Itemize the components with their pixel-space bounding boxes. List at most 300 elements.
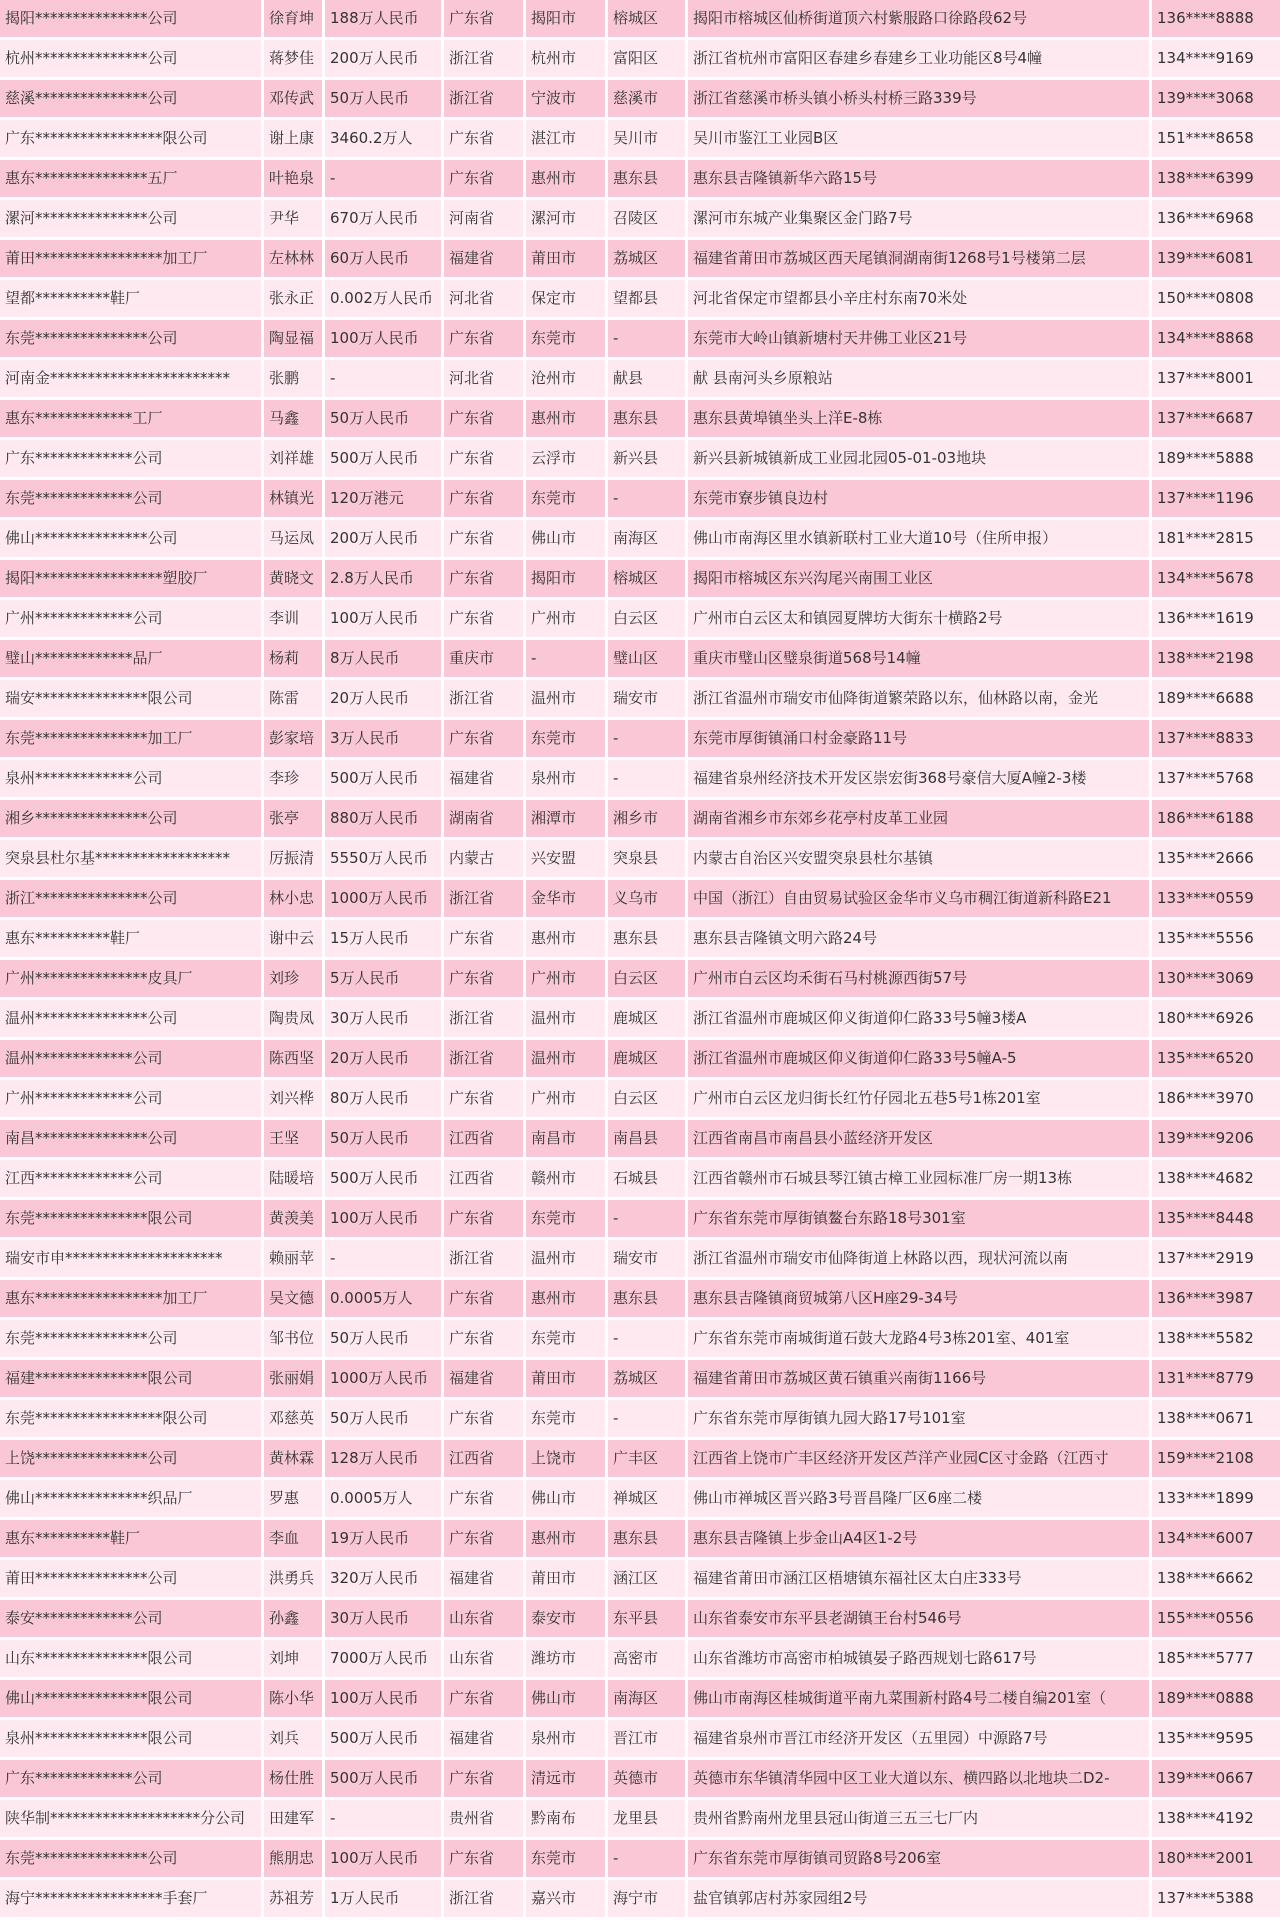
province-cell: 浙江省 [444, 80, 523, 117]
phone-cell: 138****6662 [1152, 1560, 1280, 1597]
city-cell: 兴安盟 [526, 840, 605, 877]
table-row [0, 120, 1280, 157]
phone-cell: 138****5582 [1152, 1320, 1280, 1357]
registered-capital-cell: 60万人民币 [325, 240, 441, 277]
province-cell: 广东省 [444, 1840, 523, 1877]
district-cell: 慈溪市 [608, 80, 685, 117]
phone-cell: 189****6688 [1152, 680, 1280, 717]
table-row [0, 960, 1280, 997]
province-cell: 广东省 [444, 600, 523, 637]
address-cell: 浙江省杭州市富阳区春建乡春建乡工业功能区8号4幢 [688, 40, 1149, 77]
phone-cell: 186****3970 [1152, 1080, 1280, 1117]
city-cell: 东莞市 [526, 1840, 605, 1877]
registered-capital-cell: 1万人民币 [325, 1880, 441, 1917]
legal-person-cell: 陶贵凤 [264, 1000, 322, 1037]
registered-capital-cell: 15万人民币 [325, 920, 441, 957]
registered-capital-cell: 670万人民币 [325, 200, 441, 237]
registered-capital-cell: 3万人民币 [325, 720, 441, 757]
legal-person-cell: 洪勇兵 [264, 1560, 322, 1597]
city-cell: 泉州市 [526, 1720, 605, 1757]
table-row [0, 1200, 1280, 1237]
city-cell: 惠州市 [526, 920, 605, 957]
legal-person-cell: 左林林 [264, 240, 322, 277]
phone-cell: 186****6188 [1152, 800, 1280, 837]
company-name-cell: 佛山***************公司 [0, 520, 261, 557]
province-cell: 福建省 [444, 760, 523, 797]
company-name-cell: 广东*************公司 [0, 440, 261, 477]
legal-person-cell: 王坚 [264, 1120, 322, 1157]
address-cell: 广州市白云区太和镇园夏牌坊大街东十横路2号 [688, 600, 1149, 637]
registered-capital-cell: 8万人民币 [325, 640, 441, 677]
phone-cell: 133****1899 [1152, 1480, 1280, 1517]
phone-cell: 137****5388 [1152, 1880, 1280, 1917]
address-cell: 广州市白云区龙归街长红竹仔园北五巷5号1栋201室 [688, 1080, 1149, 1117]
table-row [0, 200, 1280, 237]
registered-capital-cell: 1000万人民币 [325, 1360, 441, 1397]
province-cell: 广东省 [444, 520, 523, 557]
city-cell: 泉州市 [526, 760, 605, 797]
legal-person-cell: 尹华 [264, 200, 322, 237]
legal-person-cell: 刘兵 [264, 1720, 322, 1757]
city-cell: 东莞市 [526, 320, 605, 357]
table-row [0, 1560, 1280, 1597]
province-cell: 福建省 [444, 1720, 523, 1757]
legal-person-cell: 刘兴桦 [264, 1080, 322, 1117]
table-row [0, 320, 1280, 357]
address-cell: 湖南省湘乡市东郊乡花亭村皮革工业园 [688, 800, 1149, 837]
table-row [0, 240, 1280, 277]
address-cell: 浙江省温州市鹿城区仰义街道仰仁路33号5幢3楼A [688, 1000, 1149, 1037]
address-cell: 东莞市大岭山镇新塘村天井佛工业区21号 [688, 320, 1149, 357]
district-cell: - [608, 1400, 685, 1437]
city-cell: 莆田市 [526, 240, 605, 277]
address-cell: 广东省东莞市厚街镇司贸路8号206室 [688, 1840, 1149, 1877]
city-cell: 南昌市 [526, 1120, 605, 1157]
company-name-cell: 江西*************公司 [0, 1160, 261, 1197]
company-name-cell: 东莞***************限公司 [0, 1200, 261, 1237]
legal-person-cell: 吴文德 [264, 1280, 322, 1317]
table-row [0, 600, 1280, 637]
address-cell: 福建省泉州市晋江市经济开发区（五里园）中源路7号 [688, 1720, 1149, 1757]
company-name-cell: 河南金************************ [0, 360, 261, 397]
district-cell: 荔城区 [608, 1360, 685, 1397]
district-cell: 南海区 [608, 520, 685, 557]
province-cell: 重庆市 [444, 640, 523, 677]
province-cell: 广东省 [444, 120, 523, 157]
legal-person-cell: 林镇光 [264, 480, 322, 517]
registered-capital-cell: 7000万人民币 [325, 1640, 441, 1677]
district-cell: 惠东县 [608, 400, 685, 437]
table-row [0, 280, 1280, 317]
table-row [0, 1000, 1280, 1037]
table-row [0, 1520, 1280, 1557]
registered-capital-cell: 500万人民币 [325, 1760, 441, 1797]
district-cell: 突泉县 [608, 840, 685, 877]
address-cell: 佛山市南海区桂城街道平南九菜围新村路4号二楼自编201室（ [688, 1680, 1149, 1717]
address-cell: 揭阳市榕城区东兴沟尾兴南围工业区 [688, 560, 1149, 597]
registered-capital-cell: 50万人民币 [325, 1320, 441, 1357]
phone-cell: 138****0671 [1152, 1400, 1280, 1437]
table-row [0, 440, 1280, 477]
company-name-cell: 望都**********鞋厂 [0, 280, 261, 317]
province-cell: 河南省 [444, 200, 523, 237]
table-row [0, 1640, 1280, 1677]
district-cell: 望都县 [608, 280, 685, 317]
district-cell: 新兴县 [608, 440, 685, 477]
address-cell: 江西省上饶市广丰区经济开发区芦洋产业园C区寸金路（江西寸 [688, 1440, 1149, 1477]
company-name-cell: 海宁*****************手套厂 [0, 1880, 261, 1917]
registered-capital-cell: 100万人民币 [325, 320, 441, 357]
legal-person-cell: 叶艳泉 [264, 160, 322, 197]
registered-capital-cell: 5万人民币 [325, 960, 441, 997]
province-cell: 福建省 [444, 1360, 523, 1397]
district-cell: 惠东县 [608, 160, 685, 197]
company-name-cell: 揭阳***************公司 [0, 0, 261, 37]
legal-person-cell: 邓传武 [264, 80, 322, 117]
legal-person-cell: 张亭 [264, 800, 322, 837]
city-cell: 莆田市 [526, 1560, 605, 1597]
table-row [0, 920, 1280, 957]
province-cell: 广东省 [444, 720, 523, 757]
company-name-cell: 佛山***************限公司 [0, 1680, 261, 1717]
company-name-cell: 湘乡***************公司 [0, 800, 261, 837]
address-cell: 惠东县吉隆镇文明六路24号 [688, 920, 1149, 957]
registered-capital-cell: 50万人民币 [325, 80, 441, 117]
phone-cell: 185****5777 [1152, 1640, 1280, 1677]
district-cell: 涵江区 [608, 1560, 685, 1597]
table-row [0, 1240, 1280, 1277]
phone-cell: 150****0808 [1152, 280, 1280, 317]
table-row [0, 560, 1280, 597]
registered-capital-cell: 200万人民币 [325, 520, 441, 557]
table-row [0, 1720, 1280, 1757]
address-cell: 惠东县吉隆镇商贸城第八区H座29-34号 [688, 1280, 1149, 1317]
city-cell: 金华市 [526, 880, 605, 917]
table-row [0, 1320, 1280, 1357]
province-cell: 广东省 [444, 1480, 523, 1517]
phone-cell: 138****4192 [1152, 1800, 1280, 1837]
legal-person-cell: 熊朋忠 [264, 1840, 322, 1877]
province-cell: 湖南省 [444, 800, 523, 837]
table-row [0, 1480, 1280, 1517]
address-cell: 东莞市厚街镇涌口村金豪路11号 [688, 720, 1149, 757]
city-cell: 沧州市 [526, 360, 605, 397]
district-cell: 惠东县 [608, 920, 685, 957]
phone-cell: 130****3069 [1152, 960, 1280, 997]
district-cell: - [608, 1840, 685, 1877]
city-cell: 宁波市 [526, 80, 605, 117]
city-cell: 杭州市 [526, 40, 605, 77]
address-cell: 惠东县吉隆镇上步金山A4区1-2号 [688, 1520, 1149, 1557]
city-cell: 漯河市 [526, 200, 605, 237]
city-cell: 东莞市 [526, 1400, 605, 1437]
company-name-cell: 上饶***************公司 [0, 1440, 261, 1477]
registered-capital-cell: 320万人民币 [325, 1560, 441, 1597]
registered-capital-cell: 0.002万人民币 [325, 280, 441, 317]
phone-cell: 137****2919 [1152, 1240, 1280, 1277]
company-name-cell: 广东*************公司 [0, 1760, 261, 1797]
company-name-cell: 东莞*****************限公司 [0, 1400, 261, 1437]
legal-person-cell: 张丽娟 [264, 1360, 322, 1397]
province-cell: 广东省 [444, 1680, 523, 1717]
company-name-cell: 莆田*****************加工厂 [0, 240, 261, 277]
province-cell: 广东省 [444, 0, 523, 37]
address-cell: 揭阳市榕城区仙桥街道顶六村紫服路口徐路段62号 [688, 0, 1149, 37]
legal-person-cell: 罗惠 [264, 1480, 322, 1517]
province-cell: 浙江省 [444, 880, 523, 917]
city-cell: 湘潭市 [526, 800, 605, 837]
phone-cell: 180****6926 [1152, 1000, 1280, 1037]
address-cell: 浙江省慈溪市桥头镇小桥头村桥三路339号 [688, 80, 1149, 117]
address-cell: 福建省莆田市荔城区黄石镇重兴南街1166号 [688, 1360, 1149, 1397]
province-cell: 浙江省 [444, 1040, 523, 1077]
registered-capital-cell: 2.8万人民币 [325, 560, 441, 597]
city-cell: 黔南布 [526, 1800, 605, 1837]
phone-cell: 139****3068 [1152, 80, 1280, 117]
phone-cell: 136****8888 [1152, 0, 1280, 37]
registered-capital-cell: 880万人民币 [325, 800, 441, 837]
registered-capital-cell: - [325, 1800, 441, 1837]
province-cell: 广东省 [444, 400, 523, 437]
city-cell: 嘉兴市 [526, 1880, 605, 1917]
table-row [0, 1400, 1280, 1437]
address-cell: 新兴县新城镇新成工业园北园05-01-03地块 [688, 440, 1149, 477]
province-cell: 山东省 [444, 1640, 523, 1677]
city-cell: 温州市 [526, 1240, 605, 1277]
registered-capital-cell: 30万人民币 [325, 1000, 441, 1037]
district-cell: 惠东县 [608, 1520, 685, 1557]
table-row [0, 1680, 1280, 1717]
table-row [0, 80, 1280, 117]
district-cell: 吴川市 [608, 120, 685, 157]
company-name-cell: 惠东***************五厂 [0, 160, 261, 197]
table-row [0, 0, 1280, 37]
legal-person-cell: 张永正 [264, 280, 322, 317]
province-cell: 浙江省 [444, 1240, 523, 1277]
address-cell: 献 县南河头乡原粮站 [688, 360, 1149, 397]
district-cell: 白云区 [608, 600, 685, 637]
phone-cell: 139****0667 [1152, 1760, 1280, 1797]
company-name-cell: 惠东*****************加工厂 [0, 1280, 261, 1317]
phone-cell: 134****8868 [1152, 320, 1280, 357]
company-name-cell: 浙江***************公司 [0, 880, 261, 917]
legal-person-cell: 马鑫 [264, 400, 322, 437]
phone-cell: 138****2198 [1152, 640, 1280, 677]
table-row [0, 640, 1280, 677]
table-row [0, 1440, 1280, 1477]
city-cell: 东莞市 [526, 480, 605, 517]
province-cell: 河北省 [444, 280, 523, 317]
phone-cell: 137****8833 [1152, 720, 1280, 757]
address-cell: 佛山市禅城区晋兴路3号晋昌隆厂区6座二楼 [688, 1480, 1149, 1517]
company-name-cell: 惠东**********鞋厂 [0, 920, 261, 957]
city-cell: 清远市 [526, 1760, 605, 1797]
address-cell: 福建省莆田市涵江区梧塘镇东福社区太白庄333号 [688, 1560, 1149, 1597]
table-row [0, 1880, 1280, 1917]
table-row [0, 880, 1280, 917]
city-cell: 赣州市 [526, 1160, 605, 1197]
table-row [0, 1800, 1280, 1837]
registered-capital-cell: - [325, 160, 441, 197]
phone-cell: 134****6007 [1152, 1520, 1280, 1557]
province-cell: 广东省 [444, 920, 523, 957]
province-cell: 广东省 [444, 1520, 523, 1557]
company-name-cell: 东莞***************加工厂 [0, 720, 261, 757]
company-name-cell: 广东*****************限公司 [0, 120, 261, 157]
legal-person-cell: 黄羡美 [264, 1200, 322, 1237]
legal-person-cell: 李训 [264, 600, 322, 637]
address-cell: 山东省潍坊市高密市柏城镇晏子路西规划七路617号 [688, 1640, 1149, 1677]
province-cell: 福建省 [444, 240, 523, 277]
phone-cell: 135****5556 [1152, 920, 1280, 957]
legal-person-cell: 马运凤 [264, 520, 322, 557]
registered-capital-cell: 100万人民币 [325, 1680, 441, 1717]
company-name-cell: 温州***************公司 [0, 1000, 261, 1037]
company-name-cell: 突泉县杜尔基****************** [0, 840, 261, 877]
legal-person-cell: 陈小华 [264, 1680, 322, 1717]
company-name-cell: 广州*************公司 [0, 1080, 261, 1117]
phone-cell: 189****0888 [1152, 1680, 1280, 1717]
province-cell: 广东省 [444, 560, 523, 597]
registered-capital-cell: 20万人民币 [325, 1040, 441, 1077]
province-cell: 广东省 [444, 1200, 523, 1237]
city-cell: 揭阳市 [526, 0, 605, 37]
legal-person-cell: 彭家培 [264, 720, 322, 757]
table-row [0, 1600, 1280, 1637]
city-cell: 佛山市 [526, 520, 605, 557]
address-cell: 东莞市寮步镇良边村 [688, 480, 1149, 517]
registered-capital-cell: 0.0005万人 [325, 1480, 441, 1517]
province-cell: 江西省 [444, 1120, 523, 1157]
table-row [0, 840, 1280, 877]
company-name-cell: 福建***************限公司 [0, 1360, 261, 1397]
legal-person-cell: 谢中云 [264, 920, 322, 957]
phone-cell: 136****6968 [1152, 200, 1280, 237]
legal-person-cell: 陶显福 [264, 320, 322, 357]
table-row [0, 720, 1280, 757]
legal-person-cell: 李血 [264, 1520, 322, 1557]
district-cell: 献县 [608, 360, 685, 397]
table-row [0, 160, 1280, 197]
district-cell: - [608, 720, 685, 757]
province-cell: 浙江省 [444, 40, 523, 77]
table-row [0, 1760, 1280, 1797]
phone-cell: 138****4682 [1152, 1160, 1280, 1197]
registered-capital-cell: 50万人民币 [325, 1120, 441, 1157]
phone-cell: 137****1196 [1152, 480, 1280, 517]
address-cell: 山东省泰安市东平县老湖镇王台村546号 [688, 1600, 1149, 1637]
company-name-cell: 泰安*************公司 [0, 1600, 261, 1637]
address-cell: 漯河市东城产业集聚区金门路7号 [688, 200, 1149, 237]
city-cell: 莆田市 [526, 1360, 605, 1397]
company-name-cell: 慈溪***************公司 [0, 80, 261, 117]
registered-capital-cell: 0.0005万人 [325, 1280, 441, 1317]
district-cell: 榕城区 [608, 560, 685, 597]
province-cell: 广东省 [444, 480, 523, 517]
district-cell: 召陵区 [608, 200, 685, 237]
province-cell: 河北省 [444, 360, 523, 397]
phone-cell: 137****5768 [1152, 760, 1280, 797]
province-cell: 贵州省 [444, 1800, 523, 1837]
address-cell: 内蒙古自治区兴安盟突泉县杜尔基镇 [688, 840, 1149, 877]
district-cell: - [608, 1320, 685, 1357]
phone-cell: 155****0556 [1152, 1600, 1280, 1637]
legal-person-cell: 孙鑫 [264, 1600, 322, 1637]
table-row [0, 1360, 1280, 1397]
district-cell: 瑞安市 [608, 680, 685, 717]
district-cell: 瑞安市 [608, 1240, 685, 1277]
city-cell: 温州市 [526, 1000, 605, 1037]
address-cell: 惠东县黄埠镇坐头上洋E-8栋 [688, 400, 1149, 437]
legal-person-cell: 田建军 [264, 1800, 322, 1837]
table-row [0, 1120, 1280, 1157]
registered-capital-cell: 500万人民币 [325, 1720, 441, 1757]
company-name-cell: 东莞*************公司 [0, 480, 261, 517]
district-cell: 富阳区 [608, 40, 685, 77]
company-name-cell: 陕华制********************分公司 [0, 1800, 261, 1837]
phone-cell: 139****9206 [1152, 1120, 1280, 1157]
address-cell: 中国（浙江）自由贸易试验区金华市义乌市稠江街道新科路E21 [688, 880, 1149, 917]
address-cell: 盐官镇郭店村苏家园组2号 [688, 1880, 1149, 1917]
table-row [0, 800, 1280, 837]
city-cell: 惠州市 [526, 1280, 605, 1317]
district-cell: 白云区 [608, 1080, 685, 1117]
district-cell: 鹿城区 [608, 1000, 685, 1037]
province-cell: 广东省 [444, 1760, 523, 1797]
province-cell: 江西省 [444, 1440, 523, 1477]
registered-capital-cell: 500万人民币 [325, 1160, 441, 1197]
registered-capital-cell: 100万人民币 [325, 1200, 441, 1237]
city-cell: 上饶市 [526, 1440, 605, 1477]
legal-person-cell: 谢上康 [264, 120, 322, 157]
address-cell: 吴川市鉴江工业园B区 [688, 120, 1149, 157]
company-name-cell: 璧山*************品厂 [0, 640, 261, 677]
address-cell: 贵州省黔南州龙里县冠山街道三五三七厂内 [688, 1800, 1149, 1837]
registered-capital-cell: 5550万人民币 [325, 840, 441, 877]
company-name-cell: 山东***************限公司 [0, 1640, 261, 1677]
province-cell: 浙江省 [444, 680, 523, 717]
address-cell: 河北省保定市望都县小辛庄村东南70米处 [688, 280, 1149, 317]
table-row [0, 1840, 1280, 1877]
company-name-cell: 莆田***************公司 [0, 1560, 261, 1597]
city-cell: 湛江市 [526, 120, 605, 157]
district-cell: 石城县 [608, 1160, 685, 1197]
registered-capital-cell: 19万人民币 [325, 1520, 441, 1557]
district-cell: 荔城区 [608, 240, 685, 277]
city-cell: 惠州市 [526, 160, 605, 197]
company-name-cell: 漯河***************公司 [0, 200, 261, 237]
registered-capital-cell: 100万人民币 [325, 1840, 441, 1877]
table-row [0, 1280, 1280, 1317]
district-cell: 榕城区 [608, 0, 685, 37]
phone-cell: 159****2108 [1152, 1440, 1280, 1477]
registered-capital-cell: 1000万人民币 [325, 880, 441, 917]
district-cell: 龙里县 [608, 1800, 685, 1837]
registered-capital-cell: - [325, 360, 441, 397]
registered-capital-cell: 80万人民币 [325, 1080, 441, 1117]
registered-capital-cell: 500万人民币 [325, 760, 441, 797]
phone-cell: 137****6687 [1152, 400, 1280, 437]
table-row [0, 520, 1280, 557]
registered-capital-cell: - [325, 1240, 441, 1277]
address-cell: 福建省泉州经济技术开发区崇宏街368号豪信大厦A幢2-3楼 [688, 760, 1149, 797]
legal-person-cell: 刘珍 [264, 960, 322, 997]
province-cell: 江西省 [444, 1160, 523, 1197]
province-cell: 内蒙古 [444, 840, 523, 877]
address-cell: 重庆市璧山区璧泉街道568号14幢 [688, 640, 1149, 677]
legal-person-cell: 陈雷 [264, 680, 322, 717]
company-name-cell: 广州*************公司 [0, 600, 261, 637]
